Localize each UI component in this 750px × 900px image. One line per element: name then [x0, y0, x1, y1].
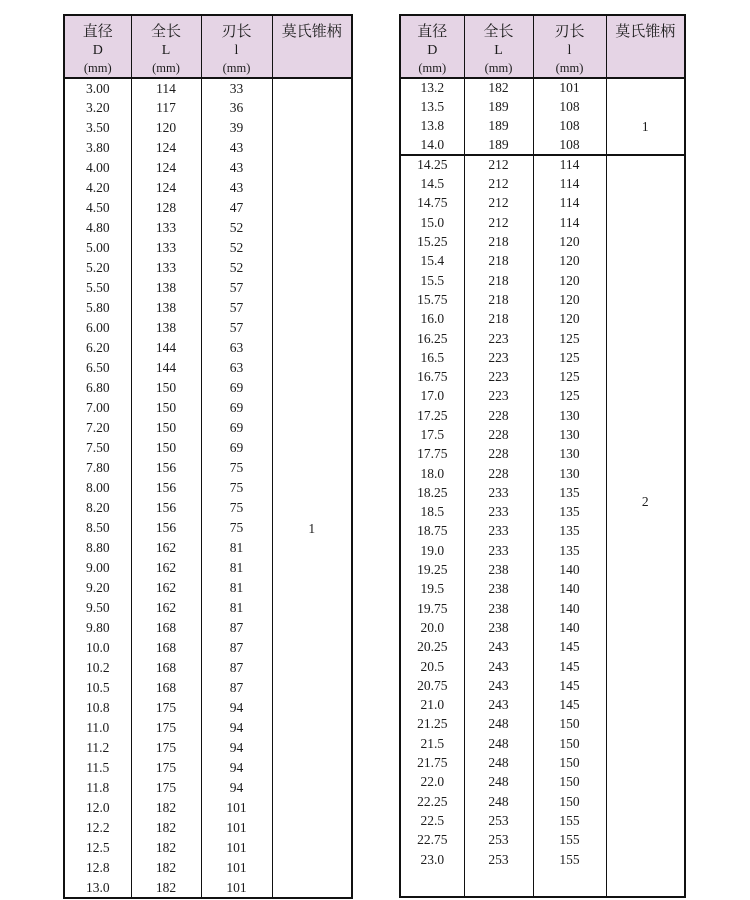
morse-taper-cell [606, 155, 685, 897]
header-total-length-symbol: L [161, 43, 171, 58]
header-flute-length-label: 刃长 [221, 24, 252, 40]
table-cell: 125 [533, 387, 606, 406]
table-cell: 94 [201, 738, 272, 758]
table-cell: 20.0 [420, 619, 445, 635]
table-cell: 133 [131, 238, 201, 258]
table-row [400, 78, 685, 97]
table-cell: 12.5 [85, 840, 110, 855]
header-diameter-symbol: D [427, 43, 438, 58]
header-flute-length-symbol: l [234, 43, 239, 58]
table-cell: 248 [464, 734, 533, 753]
table-cell: 20.75 [417, 677, 448, 693]
table-cell: 10.5 [85, 680, 110, 695]
table-cell: 7.80 [85, 460, 110, 475]
table-cell: 223 [464, 348, 533, 367]
table-cell: 145 [533, 657, 606, 676]
table-cell: 23.0 [420, 851, 445, 867]
table-cell: 145 [533, 696, 606, 715]
table-cell: 125 [533, 329, 606, 348]
table-cell: 7.00 [85, 400, 110, 415]
table-cell: 218 [464, 232, 533, 251]
table-cell: 133 [131, 218, 201, 238]
table-cell: 182 [131, 878, 201, 898]
table-cell: 4.00 [85, 160, 110, 175]
table-cell: 175 [131, 698, 201, 718]
table-cell: 120 [533, 232, 606, 251]
table-cell: 63 [201, 338, 272, 358]
table-cell: 57 [201, 298, 272, 318]
table-cell: 10.0 [85, 640, 110, 655]
table-cell: 3.50 [85, 120, 110, 135]
table-cell: 16.25 [417, 330, 448, 346]
table-cell: 11.0 [86, 720, 110, 735]
table-cell: 114 [533, 213, 606, 232]
table-cell: 182 [131, 818, 201, 838]
table-cell: 140 [533, 599, 606, 618]
table-cell: 243 [464, 676, 533, 695]
table-cell: 22.75 [417, 832, 448, 848]
table-cell: 10.2 [85, 660, 110, 675]
header-diameter-unit: (mm) [418, 61, 447, 75]
table-cell: 145 [533, 676, 606, 695]
table-cell: 243 [464, 638, 533, 657]
table-cell: 39 [201, 118, 272, 138]
table-cell: 69 [201, 438, 272, 458]
table-cell: 9.00 [85, 560, 110, 575]
header-diameter [400, 15, 464, 78]
table-cell: 156 [131, 478, 201, 498]
table-cell: 81 [201, 558, 272, 578]
table-cell: 12.0 [85, 800, 110, 815]
table-cell: 9.20 [85, 580, 110, 595]
header-morse-taper-label: 莫氏锥柄 [615, 24, 676, 40]
table-cell: 22.5 [420, 812, 445, 828]
table-cell: 125 [533, 348, 606, 367]
table-cell: 5.20 [85, 260, 110, 275]
table-cell: 6.00 [85, 320, 110, 335]
table-cell: 120 [533, 290, 606, 309]
table-cell: 20.5 [420, 658, 445, 674]
table-cell: 18.5 [420, 504, 445, 520]
table-cell: 135 [533, 522, 606, 541]
table-cell: 19.25 [417, 562, 448, 578]
table-cell: 20.25 [417, 639, 448, 655]
table-cell: 124 [131, 138, 201, 158]
table-cell: 21.0 [420, 697, 445, 713]
morse-taper-value: 2 [641, 493, 649, 509]
table-cell: 248 [464, 773, 533, 792]
table-cell: 144 [131, 338, 201, 358]
table-cell: 63 [201, 358, 272, 378]
table-cell: 138 [131, 278, 201, 298]
table-cell: 13.8 [420, 118, 445, 134]
header-diameter-unit: (mm) [83, 61, 112, 75]
table-cell: 189 [464, 136, 533, 155]
header-flute-length [201, 15, 272, 78]
table-cell: 243 [464, 696, 533, 715]
table-cell: 130 [533, 445, 606, 464]
table-cell: 3.00 [85, 80, 110, 96]
table-cell: 11.5 [86, 760, 110, 775]
header-row [400, 15, 685, 78]
table-cell: 128 [131, 198, 201, 218]
table-cell: 114 [131, 78, 201, 98]
table-cell: 13.0 [85, 879, 110, 895]
table-cell: 36 [201, 98, 272, 118]
table-cell: 124 [131, 178, 201, 198]
table-cell: 189 [464, 117, 533, 136]
table-cell: 69 [201, 378, 272, 398]
table-cell: 218 [464, 290, 533, 309]
table-cell: 5.00 [85, 240, 110, 255]
table-cell: 212 [464, 213, 533, 232]
table-cell: 10.8 [85, 700, 110, 715]
table-cell: 182 [464, 78, 533, 97]
table-cell: 223 [464, 387, 533, 406]
table-cell: 117 [131, 98, 201, 118]
table-cell: 15.0 [420, 214, 445, 230]
table-cell: 16.5 [420, 349, 445, 365]
table-cell: 228 [464, 464, 533, 483]
table-cell: 18.25 [417, 484, 448, 500]
header-total-length [464, 15, 533, 78]
table-cell: 87 [201, 638, 272, 658]
table-cell: 19.5 [420, 581, 445, 597]
table-cell: 43 [201, 158, 272, 178]
header-total-length-label: 全长 [483, 24, 514, 40]
table-cell: 43 [201, 178, 272, 198]
header-diameter [64, 15, 131, 78]
table-cell: 248 [464, 792, 533, 811]
table-cell: 162 [131, 538, 201, 558]
table-cell: 248 [464, 715, 533, 734]
table-cell: 15.4 [420, 253, 445, 269]
table-cell: 81 [201, 538, 272, 558]
table-cell: 16.75 [417, 369, 448, 385]
table-cell: 189 [464, 97, 533, 116]
table-cell: 69 [201, 418, 272, 438]
table-cell: 17.5 [420, 426, 445, 442]
table-cell: 94 [201, 718, 272, 738]
table-cell: 168 [131, 678, 201, 698]
header-flute-length-unit: (mm) [222, 61, 251, 75]
table-cell: 13.5 [420, 98, 445, 114]
table-cell: 4.50 [85, 200, 110, 215]
table-cell: 75 [201, 458, 272, 478]
table-cell: 15.5 [420, 272, 445, 288]
table-cell: 101 [201, 858, 272, 878]
table-cell: 14.75 [417, 195, 448, 211]
table-body [64, 78, 352, 898]
drill-spec-table-right [399, 14, 686, 898]
table-cell: 182 [131, 858, 201, 878]
table-cell: 233 [464, 541, 533, 560]
table-cell: 140 [533, 618, 606, 637]
table-cell: 120 [131, 118, 201, 138]
table-cell: 155 [533, 811, 606, 830]
table-cell: 150 [131, 398, 201, 418]
table-cell: 218 [464, 252, 533, 271]
table-cell: 233 [464, 503, 533, 522]
table-cell: 75 [201, 518, 272, 538]
header-total-length-unit: (mm) [484, 61, 513, 75]
morse-taper-value: 1 [308, 520, 316, 536]
table-cell: 101 [201, 798, 272, 818]
table-cell: 14.5 [420, 176, 445, 192]
table-cell: 16.0 [420, 311, 445, 327]
table-cell: 238 [464, 560, 533, 579]
table-body [400, 78, 685, 897]
table-cell: 4.80 [85, 220, 110, 235]
table-cell: 11.8 [86, 780, 110, 795]
table-cell: 52 [201, 218, 272, 238]
table-cell: 212 [464, 155, 533, 174]
table-cell: 22.25 [417, 793, 448, 809]
table-cell: 144 [131, 358, 201, 378]
table-cell: 11.2 [86, 740, 110, 755]
table-cell: 7.50 [85, 440, 110, 455]
table-cell: 6.20 [85, 340, 110, 355]
table-cell: 9.80 [85, 620, 110, 635]
table-cell: 21.25 [417, 716, 448, 732]
table-cell: 19.75 [417, 600, 448, 616]
table-cell: 150 [533, 773, 606, 792]
empty-cell [400, 869, 464, 897]
header-flute-length [533, 15, 606, 78]
table-cell: 8.50 [85, 520, 110, 535]
table-cell: 47 [201, 198, 272, 218]
table-cell: 114 [533, 174, 606, 193]
table-cell: 3.20 [85, 100, 110, 115]
table-cell: 162 [131, 558, 201, 578]
table-cell: 8.00 [85, 480, 110, 495]
table-cell: 75 [201, 478, 272, 498]
table-cell: 8.80 [85, 540, 110, 555]
table-cell: 108 [533, 136, 606, 155]
table-cell: 120 [533, 310, 606, 329]
table-cell: 3.80 [85, 140, 110, 155]
table-cell: 87 [201, 678, 272, 698]
table-cell: 228 [464, 406, 533, 425]
table-cell: 101 [201, 818, 272, 838]
header-total-length [131, 15, 201, 78]
table-cell: 75 [201, 498, 272, 518]
table-cell: 18.75 [417, 523, 448, 539]
table-cell: 69 [201, 398, 272, 418]
table-cell: 52 [201, 238, 272, 258]
table-cell: 135 [533, 541, 606, 560]
table-cell: 43 [201, 138, 272, 158]
table-cell: 6.80 [85, 380, 110, 395]
table-cell: 145 [533, 638, 606, 657]
table-cell: 133 [131, 258, 201, 278]
table-cell: 150 [533, 792, 606, 811]
drill-spec-table-left [63, 14, 353, 899]
table-cell: 4.20 [85, 180, 110, 195]
table-cell: 253 [464, 850, 533, 869]
table-cell: 223 [464, 367, 533, 386]
table-cell: 168 [131, 658, 201, 678]
table-cell: 130 [533, 464, 606, 483]
table-cell: 228 [464, 425, 533, 444]
table-cell: 228 [464, 445, 533, 464]
table-cell: 212 [464, 174, 533, 193]
table-cell: 248 [464, 753, 533, 772]
header-flute-length-unit: (mm) [555, 61, 584, 75]
table-cell: 175 [131, 738, 201, 758]
table-cell: 52 [201, 258, 272, 278]
table-cell: 156 [131, 518, 201, 538]
header-diameter-label: 直径 [417, 24, 448, 40]
table-cell: 19.0 [420, 542, 445, 558]
table-cell: 18.0 [420, 465, 445, 481]
table-cell: 218 [464, 271, 533, 290]
header-morse-taper [272, 15, 352, 78]
table-cell: 6.50 [85, 360, 110, 375]
table-cell: 223 [464, 329, 533, 348]
table-cell: 101 [201, 838, 272, 858]
table-cell: 108 [533, 97, 606, 116]
header-row [64, 15, 352, 78]
table-cell: 138 [131, 318, 201, 338]
table-cell: 15.75 [417, 291, 448, 307]
table-cell: 125 [533, 367, 606, 386]
table-cell: 162 [131, 578, 201, 598]
table-cell: 212 [464, 194, 533, 213]
table-cell: 87 [201, 618, 272, 638]
table-cell: 21.5 [420, 735, 445, 751]
table-cell: 114 [533, 155, 606, 174]
table-cell: 253 [464, 831, 533, 850]
morse-taper-cell [606, 78, 685, 155]
table-cell: 253 [464, 811, 533, 830]
table-cell: 15.25 [417, 234, 448, 250]
table-cell: 33 [201, 78, 272, 98]
table-cell: 135 [533, 503, 606, 522]
table-cell: 87 [201, 658, 272, 678]
header-morse-taper [606, 15, 685, 78]
table-cell: 120 [533, 271, 606, 290]
header-flute-length-symbol: l [567, 43, 572, 58]
table-cell: 218 [464, 310, 533, 329]
table-cell: 13.2 [420, 80, 445, 96]
table-cell: 57 [201, 318, 272, 338]
table-cell: 9.50 [85, 600, 110, 615]
table-cell: 140 [533, 580, 606, 599]
header-total-length-unit: (mm) [152, 61, 180, 75]
table-cell: 124 [131, 158, 201, 178]
table-cell: 12.2 [85, 820, 110, 835]
table-cell: 168 [131, 618, 201, 638]
empty-cell [533, 869, 606, 897]
table-cell: 94 [201, 698, 272, 718]
table-cell: 175 [131, 758, 201, 778]
header-total-length-label: 全长 [150, 24, 181, 40]
table-cell: 108 [533, 117, 606, 136]
table-cell: 17.0 [420, 388, 445, 404]
table-cell: 150 [131, 378, 201, 398]
header-flute-length-label: 刃长 [554, 24, 585, 40]
table-cell: 168 [131, 638, 201, 658]
table-cell: 81 [201, 578, 272, 598]
table-cell: 150 [533, 753, 606, 772]
table-cell: 130 [533, 406, 606, 425]
table-cell: 101 [533, 78, 606, 97]
table-cell: 155 [533, 831, 606, 850]
table-cell: 130 [533, 425, 606, 444]
table-cell: 175 [131, 718, 201, 738]
table-cell: 182 [131, 798, 201, 818]
table-cell: 238 [464, 618, 533, 637]
table-cell: 175 [131, 778, 201, 798]
table-cell: 150 [131, 418, 201, 438]
table-cell: 12.8 [85, 860, 110, 875]
header-diameter-symbol: D [92, 43, 103, 58]
header-diameter-label: 直径 [82, 24, 113, 40]
table-cell: 156 [131, 458, 201, 478]
table-cell: 21.75 [417, 755, 448, 771]
table-cell: 17.75 [417, 446, 448, 462]
table-cell: 182 [131, 838, 201, 858]
table-cell: 5.50 [85, 280, 110, 295]
table-cell: 14.25 [400, 155, 464, 174]
table-cell: 57 [201, 278, 272, 298]
table-cell: 81 [201, 598, 272, 618]
morse-taper-value: 1 [641, 119, 649, 135]
table-cell: 7.20 [85, 420, 110, 435]
table-cell: 238 [464, 580, 533, 599]
table-header [400, 15, 685, 78]
table-cell: 114 [533, 194, 606, 213]
table-cell: 22.0 [420, 774, 445, 790]
table-cell: 94 [201, 758, 272, 778]
table-cell: 135 [533, 483, 606, 502]
table-cell: 150 [533, 734, 606, 753]
table-cell: 101 [201, 878, 272, 898]
table-cell: 140 [533, 560, 606, 579]
table-cell: 17.25 [417, 407, 448, 423]
table-cell: 155 [533, 850, 606, 869]
table-cell: 150 [131, 438, 201, 458]
table-cell: 8.20 [85, 500, 110, 515]
table-cell: 138 [131, 298, 201, 318]
table-cell: 14.0 [420, 137, 445, 153]
morse-taper-cell [272, 78, 352, 898]
table-header [64, 15, 352, 78]
table-cell: 162 [131, 598, 201, 618]
table-cell: 243 [464, 657, 533, 676]
header-total-length-symbol: L [494, 43, 503, 58]
table-row [400, 155, 685, 174]
table-cell: 5.80 [85, 300, 110, 315]
table-row [64, 78, 352, 98]
table-cell: 150 [533, 715, 606, 734]
table-cell: 233 [464, 483, 533, 502]
table-cell: 233 [464, 522, 533, 541]
empty-cell [464, 869, 533, 897]
table-cell: 94 [201, 778, 272, 798]
table-cell: 238 [464, 599, 533, 618]
table-cell: 120 [533, 252, 606, 271]
header-morse-taper-label: 莫氏锥柄 [281, 24, 342, 40]
table-cell: 156 [131, 498, 201, 518]
